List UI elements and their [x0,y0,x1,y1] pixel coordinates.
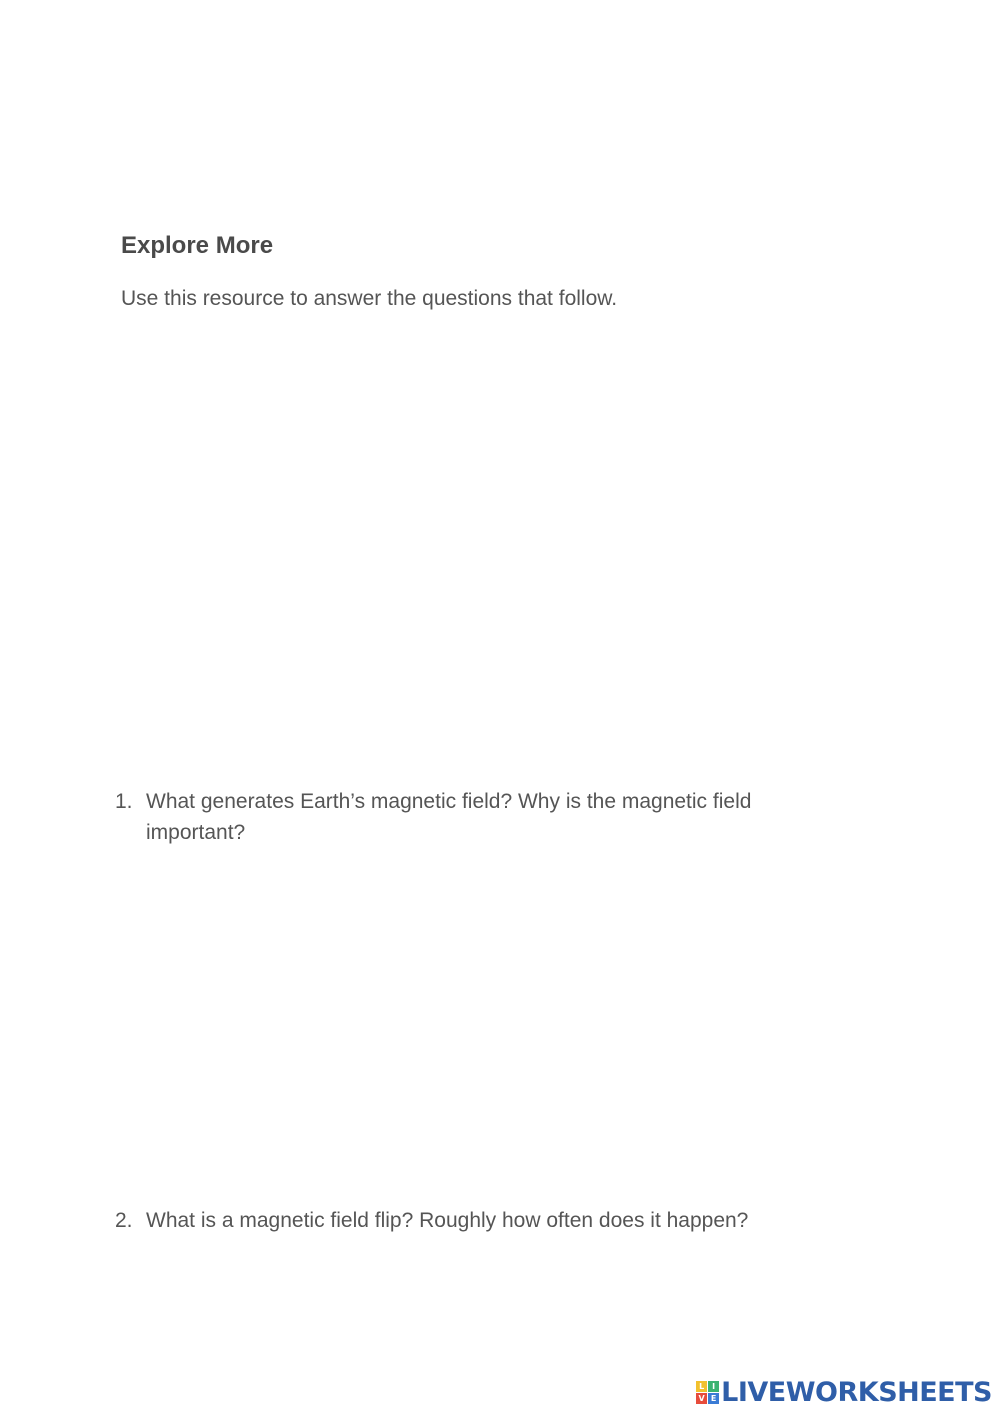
logo-tile: L [696,1381,707,1392]
question-text: What generates Earth’s magnetic field? Why is the magnetic field important? [146,790,752,844]
liveworksheets-logo-text: LIVEWORKSHEETS [721,1376,992,1408]
logo-tile: V [696,1393,707,1404]
question-number: 1. [115,790,133,813]
section-intro: Use this resource to answer the questions that follow. [121,287,618,310]
liveworksheets-logo-icon [696,1381,719,1404]
question-1 [115,786,835,848]
question-text: What is a magnetic field flip? Roughly how often does it happen? [146,1209,749,1232]
logo-tile: I [708,1381,719,1392]
question-number: 2. [115,1209,133,1232]
logo-tile: E [708,1393,719,1404]
section-heading: Explore More [121,232,274,259]
liveworksheets-logo [696,1377,992,1407]
question-2 [115,1205,835,1236]
